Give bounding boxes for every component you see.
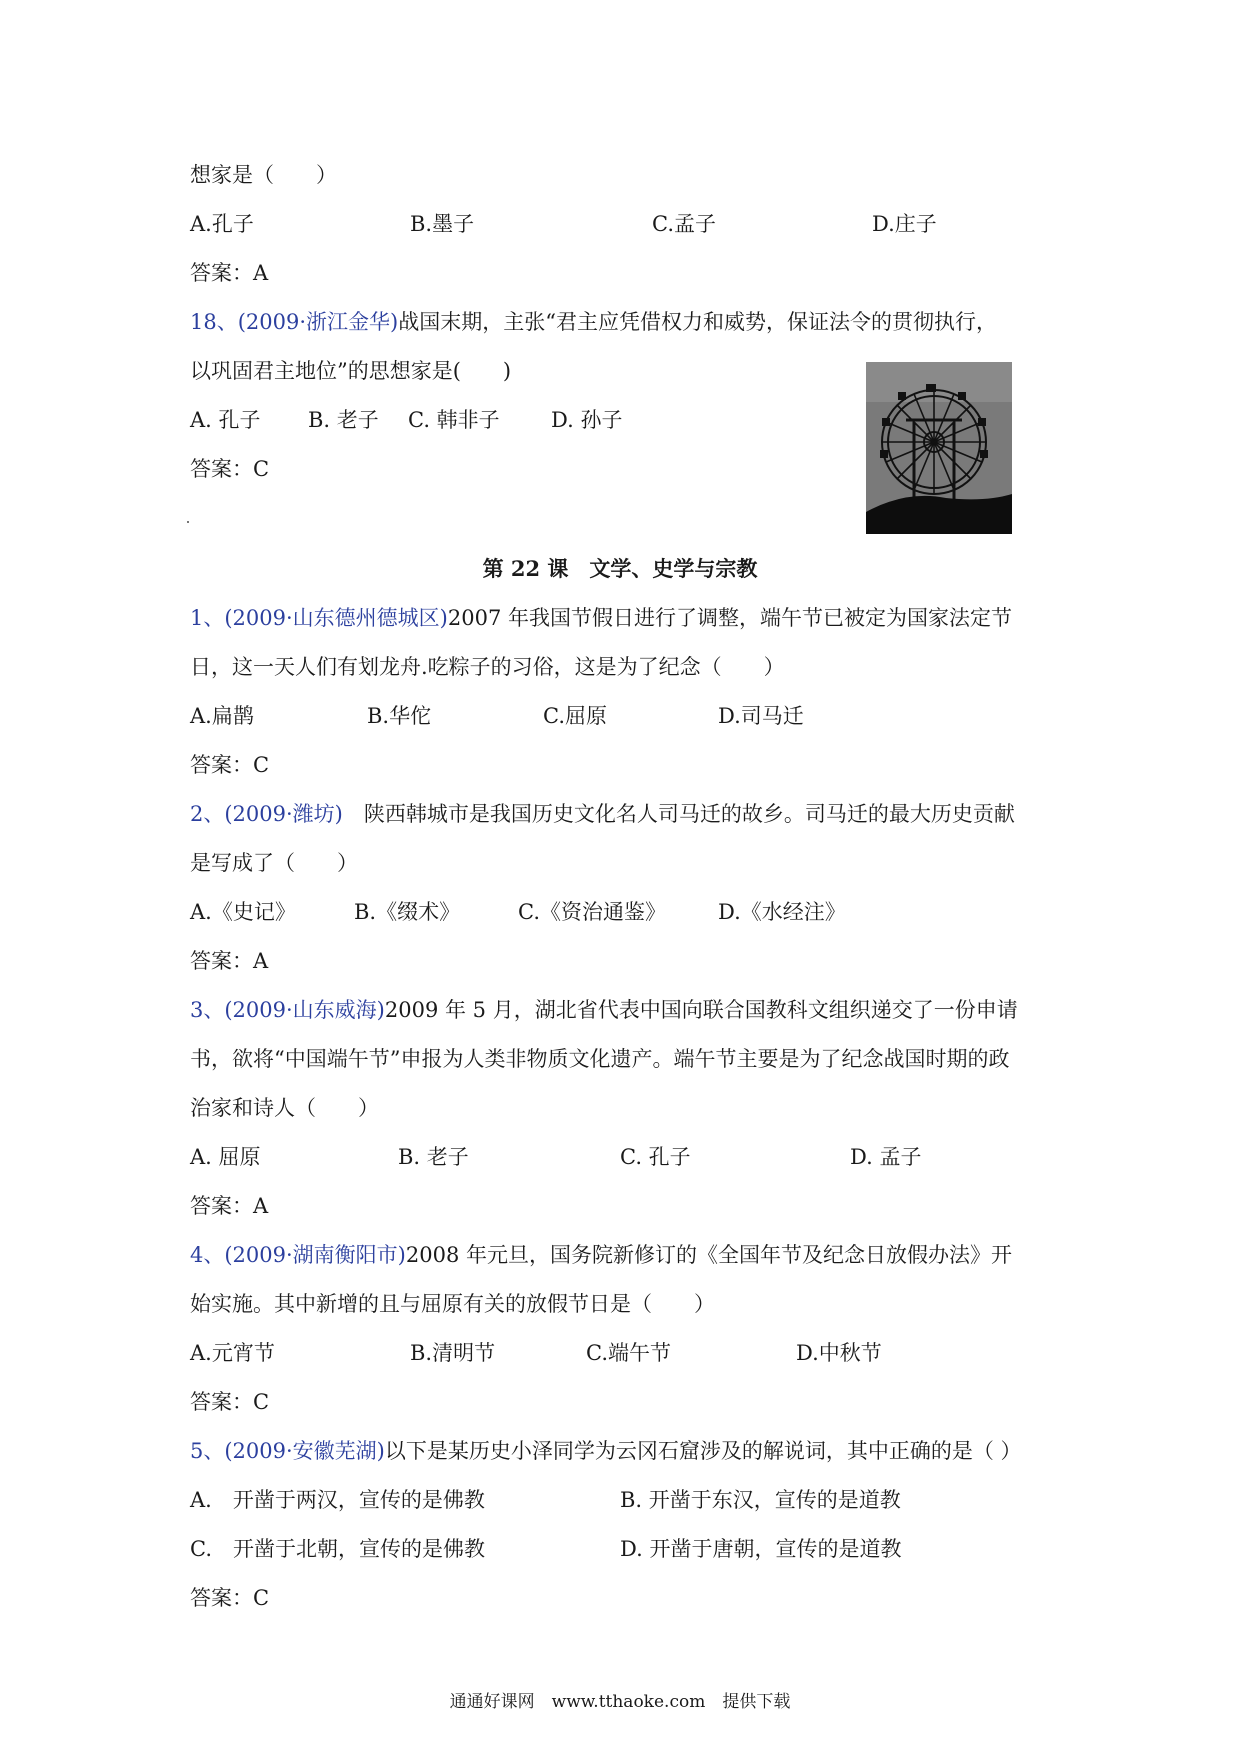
l3-answer: 答案：A xyxy=(190,1194,269,1218)
q18-option-a: A. 孔子 xyxy=(190,408,261,432)
waterwheel-illustration xyxy=(866,362,1012,534)
l1-option-d: D.司马迁 xyxy=(718,704,804,728)
l1-option-a: A.扁鹊 xyxy=(190,704,254,728)
l4-option-c: C.端午节 xyxy=(586,1341,671,1365)
waterwheel-image xyxy=(866,362,1012,534)
l3-stem1: 2009 年 5 月，湖北省代表中国向联合国教科文组织递交了一份申请 xyxy=(384,998,1018,1022)
l3-stem-line3: 治家和诗人（ ） xyxy=(190,1096,379,1120)
l1-source: 1、(2009·山东德州德城区) xyxy=(190,606,448,630)
l4-option-a: A.元宵节 xyxy=(190,1341,275,1365)
l3-option-c: C. 孔子 xyxy=(620,1145,691,1169)
l2-source: 2、(2009·潍坊) xyxy=(190,802,343,826)
l5-stem1: 以下是某历史小泽同学为云冈石窟涉及的解说词，其中正确的是（ ） xyxy=(384,1439,1022,1463)
l1-option-c: C.屈原 xyxy=(543,704,607,728)
q18-answer: 答案：C xyxy=(190,457,270,481)
l1-answer: 答案：C xyxy=(190,753,270,777)
l2-stem-line1 xyxy=(190,799,1015,829)
l4-answer: 答案：C xyxy=(190,1390,270,1414)
l3-option-a: A. 屈原 xyxy=(190,1145,261,1169)
l5-source: 5、(2009·安徽芜湖) xyxy=(190,1439,385,1463)
l2-answer: 答案：A xyxy=(190,949,269,973)
q17-option-a: A.孔子 xyxy=(190,212,254,236)
l5-option-c: C. 开凿于北朝，宣传的是佛教 xyxy=(190,1537,485,1561)
l4-stem1: 2008 年元旦，国务院新修订的《全国年节及纪念日放假办法》开 xyxy=(405,1243,1012,1267)
l2-option-d: D.《水经注》 xyxy=(718,900,846,924)
l4-stem-line2: 始实施。其中新增的且与屈原有关的放假节日是（ ） xyxy=(190,1292,715,1316)
l2-stem1: 陕西韩城市是我国历史文化名人司马迁的故乡。司马迁的最大历史贡献 xyxy=(342,802,1015,826)
q18-source: 18、(2009·浙江金华) xyxy=(190,310,399,334)
l3-stem-line2: 书，欲将“中国端午节”申报为人类非物质文化遗产。端午节主要是为了纪念战国时期的政 xyxy=(190,1047,1010,1071)
lesson-title: 第 22 课 文学、史学与宗教 xyxy=(482,556,758,581)
q17-option-d: D.庄子 xyxy=(872,212,937,236)
l1-option-b: B.华佗 xyxy=(367,704,432,728)
l2-option-b: B.《缀术》 xyxy=(354,900,461,924)
l5-option-b: B. 开凿于东汉，宣传的是道教 xyxy=(620,1488,901,1512)
l5-option-a: A. 开凿于两汉，宣传的是佛教 xyxy=(190,1488,485,1512)
q18-option-d: D. 孙子 xyxy=(551,408,623,432)
l3-stem-line1 xyxy=(190,995,1018,1025)
l3-option-d: D. 孟子 xyxy=(850,1145,922,1169)
l1-stem1: 2007 年我国节假日进行了调整，端午节已被定为国家法定节 xyxy=(447,606,1012,630)
q17-stem: 想家是（ ） xyxy=(190,163,337,187)
l1-stem-line2: 日，这一天人们有划龙舟.吃粽子的习俗，这是为了纪念（ ） xyxy=(190,655,785,679)
l4-source: 4、(2009·湖南衡阳市) xyxy=(190,1243,406,1267)
l5-option-d: D. 开凿于唐朝，宣传的是道教 xyxy=(620,1537,902,1561)
l4-stem-line1 xyxy=(190,1240,1012,1270)
page-footer: 通通好课网 www.tthaoke.com 提供下载 xyxy=(449,1692,791,1712)
l5-stem-line1 xyxy=(190,1436,1022,1466)
q17-option-c: C.孟子 xyxy=(652,212,716,236)
l4-option-b: B.清明节 xyxy=(410,1341,496,1365)
q18-stem1: 战国末期，主张“君主应凭借权力和威势，保证法令的贯彻执行， xyxy=(398,310,997,334)
l2-option-a: A.《史记》 xyxy=(190,900,296,924)
q18-option-b: B. 老子 xyxy=(308,408,379,432)
q18-stem-line1 xyxy=(190,307,997,337)
q18-stem-line2: 以巩固君主地位”的思想家是( ) xyxy=(190,359,512,383)
l1-stem-line1 xyxy=(190,603,1012,633)
q17-option-b: B.墨子 xyxy=(410,212,475,236)
l4-option-d: D.中秋节 xyxy=(796,1341,882,1365)
l5-answer: 答案：C xyxy=(190,1586,270,1610)
l3-option-b: B. 老子 xyxy=(398,1145,469,1169)
l2-stem-line2: 是写成了（ ） xyxy=(190,851,358,875)
l3-source: 3、(2009·山东威海) xyxy=(190,998,385,1022)
stray-mark xyxy=(187,521,189,523)
q17-answer: 答案：A xyxy=(190,261,269,285)
l2-option-c: C.《资治通鉴》 xyxy=(518,900,666,924)
q18-option-c: C. 韩非子 xyxy=(408,408,500,432)
